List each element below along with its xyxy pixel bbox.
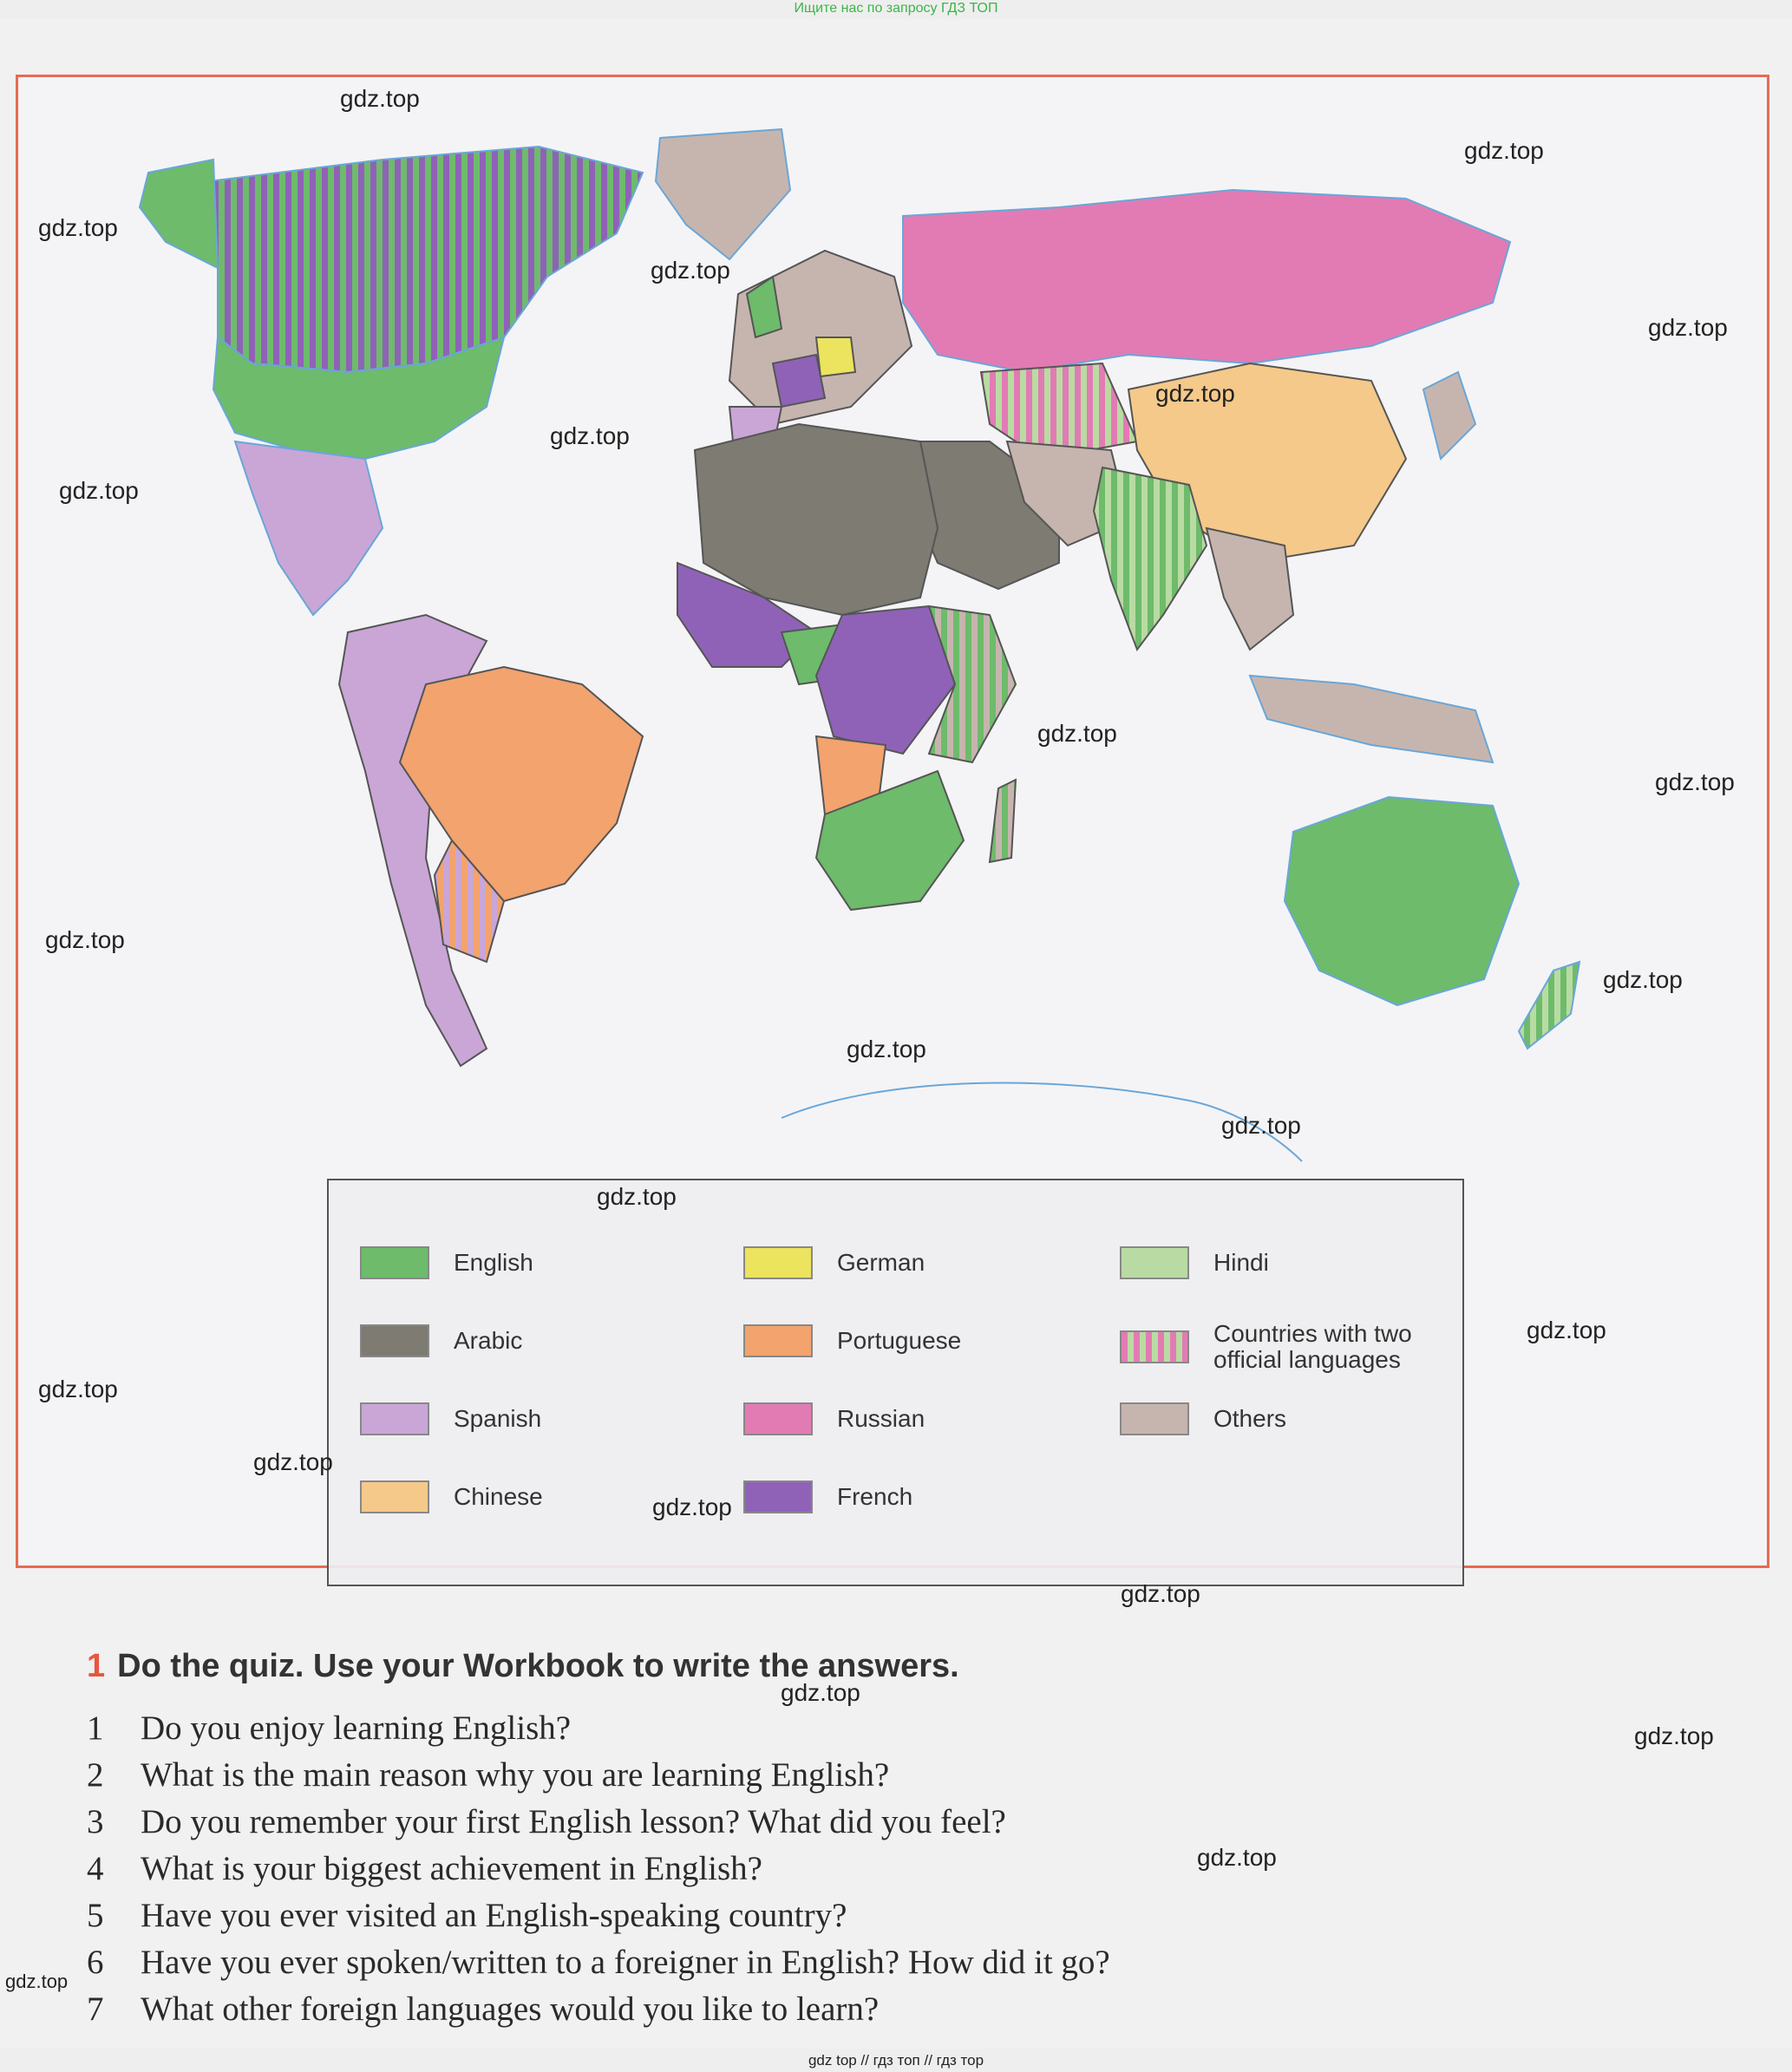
region-canada — [209, 147, 643, 372]
watermark: gdz.top — [550, 422, 630, 449]
watermark: gdz.top — [1155, 380, 1235, 407]
legend-label: Countries with two official languages — [1213, 1320, 1412, 1373]
question-text: Have you ever visited an English-speaking country? — [141, 1897, 847, 1934]
watermark: gdz.top — [1037, 720, 1117, 747]
question-number: 6 — [87, 1944, 104, 1981]
question-number: 4 — [87, 1850, 104, 1887]
textbook-page — [0, 19, 1792, 2049]
watermark: gdz.top — [1527, 1317, 1606, 1343]
legend-label: Others — [1213, 1405, 1287, 1432]
legend-label: German — [837, 1249, 925, 1276]
region-japan — [1423, 372, 1475, 459]
legend-swatch — [743, 1402, 813, 1435]
region-mexico — [235, 441, 383, 615]
legend-swatch — [360, 1402, 429, 1435]
world-language-map — [16, 75, 1769, 1568]
region-kazakhstan — [981, 363, 1137, 459]
legend-swatch — [743, 1246, 813, 1279]
region-new-zealand — [1519, 962, 1579, 1049]
watermark: gdz.top — [38, 214, 118, 241]
watermark: gdz.top — [652, 1494, 732, 1520]
legend-swatch — [360, 1246, 429, 1279]
question-text: Have you ever spoken/written to a foreigner in English? How did it go? — [141, 1944, 1110, 1981]
watermark: gdz.top — [847, 1036, 926, 1062]
legend-item-russian — [743, 1397, 925, 1441]
region-brazil — [400, 667, 643, 901]
watermark: gdz.top — [651, 257, 730, 284]
region-france — [773, 355, 825, 407]
legend-label: English — [454, 1249, 533, 1276]
watermark: gdz.top — [1648, 314, 1728, 341]
watermark: gdz.top — [1221, 1112, 1301, 1139]
legend-item-others — [1120, 1397, 1286, 1441]
legend-label: Portuguese — [837, 1327, 962, 1354]
legend-swatch — [360, 1480, 429, 1513]
watermark: gdz.top — [253, 1448, 333, 1475]
question-text: What other foreign languages would you like to learn? — [141, 1990, 880, 2028]
region-southeast-asia — [1207, 528, 1293, 650]
watermark: gdz.top — [1655, 768, 1735, 795]
legend-label: French — [837, 1483, 913, 1510]
watermark: gdz.top — [1464, 137, 1544, 164]
region-russia — [903, 190, 1510, 372]
question-text: What is your biggest achievement in English? — [141, 1850, 762, 1887]
question-number: 5 — [87, 1897, 104, 1934]
legend-item-arabic — [360, 1319, 522, 1363]
legend-item-french — [743, 1475, 912, 1519]
question-text: What is the main reason why you are learning English? — [141, 1756, 890, 1794]
watermark: gdz.top — [340, 85, 420, 112]
legend-item-english — [360, 1241, 533, 1284]
question-text: Do you remember your first English lesson? What did you feel? — [141, 1803, 1006, 1840]
region-australia — [1285, 797, 1519, 1005]
legend-item-portuguese — [743, 1319, 961, 1363]
legend-item-spanish — [360, 1397, 541, 1441]
watermark: gdz.top — [597, 1183, 677, 1210]
legend-item-hindi — [1120, 1241, 1269, 1284]
watermark: gdz.top — [59, 477, 139, 504]
question-number: 7 — [87, 1990, 104, 2028]
watermark: gdz.top — [45, 926, 125, 953]
watermark: gdz.top — [38, 1376, 118, 1402]
legend-item-two-official-languages — [1120, 1319, 1430, 1375]
map-legend — [327, 1179, 1464, 1586]
region-greenland — [656, 129, 790, 259]
watermark: gdz.top — [5, 1971, 69, 1992]
question-number: 2 — [87, 1756, 104, 1794]
watermark: gdz.top — [1197, 1844, 1277, 1871]
legend-label: Chinese — [454, 1483, 543, 1510]
region-india — [1094, 467, 1207, 650]
legend-swatch — [1120, 1330, 1189, 1363]
bottom-banner: gdz top // гдз топ // гдз тор — [808, 2052, 984, 2069]
region-madagascar — [990, 780, 1016, 862]
top-banner: Ищите нас по запросу ГДЗ ТОП — [794, 1, 998, 16]
legend-label: Arabic — [454, 1327, 523, 1354]
watermark: gdz.top — [781, 1679, 860, 1706]
legend-item-chinese — [360, 1475, 543, 1519]
legend-swatch — [1120, 1246, 1189, 1279]
legend-swatch — [1120, 1402, 1189, 1435]
watermark: gdz.top — [1603, 966, 1683, 993]
question-text: Do you enjoy learning English? — [141, 1709, 572, 1747]
region-central-africa — [816, 606, 955, 754]
question-number: 1 — [87, 1709, 104, 1747]
legend-swatch — [743, 1324, 813, 1357]
exercise-number: 1 — [87, 1648, 106, 1684]
watermark: gdz.top — [1121, 1580, 1200, 1607]
region-indonesia — [1250, 676, 1493, 762]
legend-swatch — [360, 1324, 429, 1357]
watermark: gdz.top — [1634, 1722, 1714, 1749]
legend-label: Russian — [837, 1405, 925, 1432]
exercise-instruction: Do the quiz. Use your Workbook to write the answers. — [117, 1648, 959, 1684]
region-alaska — [140, 160, 218, 268]
legend-swatch — [743, 1480, 813, 1513]
region-germany — [816, 337, 855, 376]
legend-item-german — [743, 1241, 925, 1284]
legend-label: Spanish — [454, 1405, 542, 1432]
legend-label: Hindi — [1213, 1249, 1269, 1276]
question-number: 3 — [87, 1803, 104, 1840]
